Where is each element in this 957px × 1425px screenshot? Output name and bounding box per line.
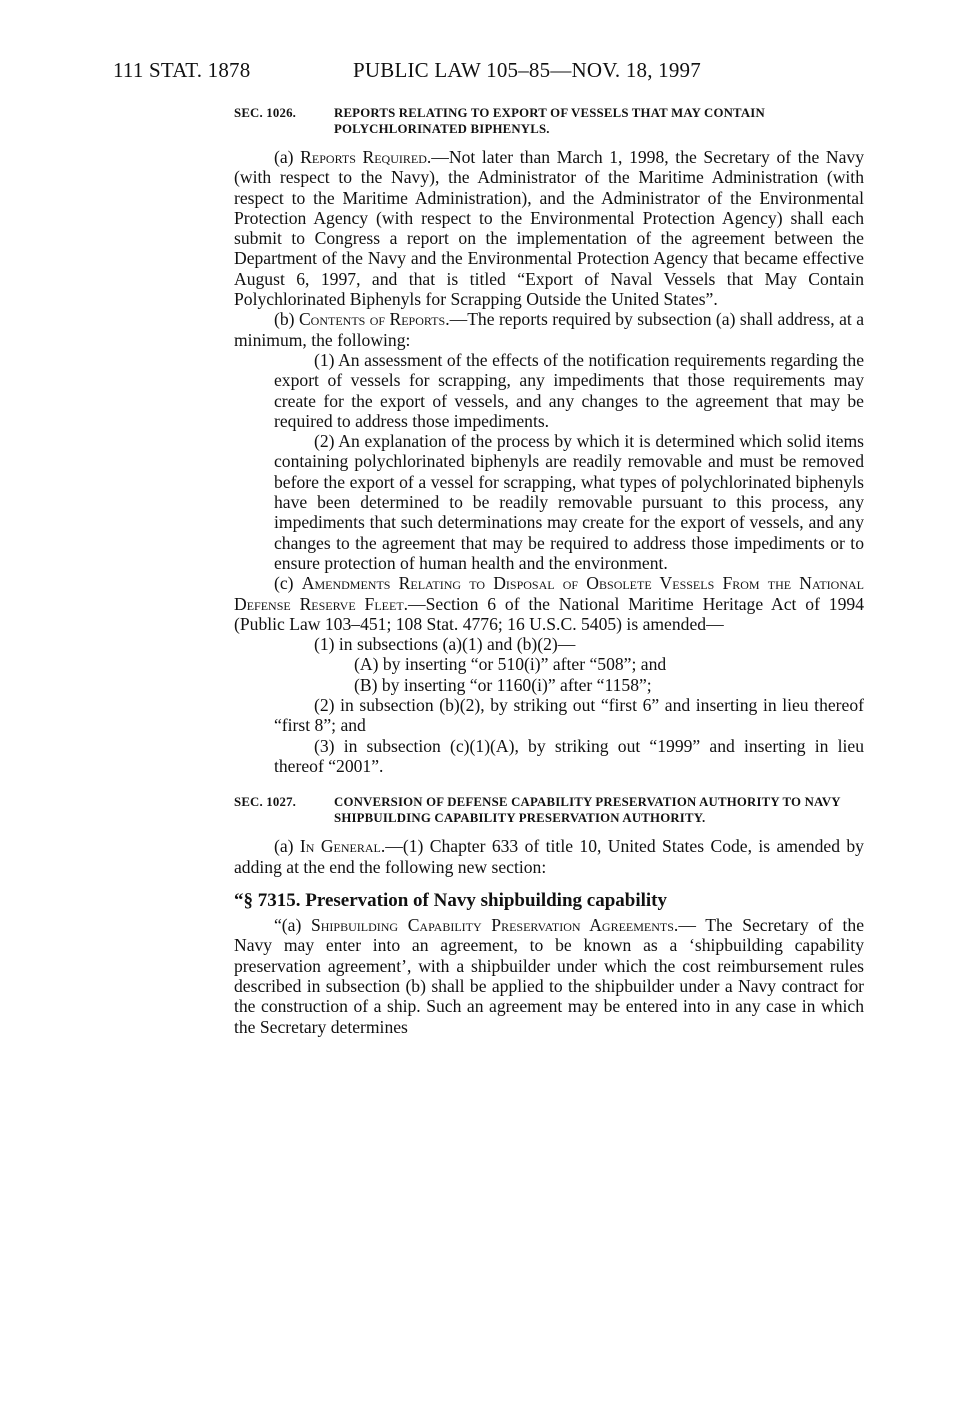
subsection-text: —Section 6 of the National Maritime Heritage Act of 1994 (Public Law 103–451; 108 Stat. 4776; 16 U.S.C. 5405) is amended— <box>234 593 864 634</box>
sec1026-subsection-a <box>234 147 864 309</box>
sec7315-subsection-a <box>234 915 864 1037</box>
section-heading: REPORTS RELATING TO EXPORT OF VESSELS THAT MAY CONTAIN POLYCHLORINATED BIPHENYLS. <box>334 106 765 136</box>
subsection-text: —The reports required by subsection (a) shall address, at a minimum, the following: <box>234 309 865 350</box>
sec1026-paragraph-b1: (1) An assessment of the effects of the notification requirements regarding the export of vessels for scrapping, any impediments that those requirements may create for the export of vessels, and any changes to the agreement that may be required to address those impediments. <box>274 349 864 431</box>
section-number: SEC. 1027. <box>234 795 297 810</box>
subsection-text: —(1) Chapter 633 of title 10, United States Code, is amended by adding at the end the following new section: <box>234 836 864 877</box>
sec1026-paragraph-c3: (3) in subsection (c)(1)(A), by striking out “1999” and inserting in lieu thereof “2001”. <box>274 735 864 776</box>
subsection-label: (c) <box>274 573 302 594</box>
subsection-label: (b) <box>274 309 299 330</box>
sec1026-clause-c1B: (B) by inserting “or 1160(i)” after “1158”; <box>354 674 652 695</box>
subsection-heading: Amendments Relating to Disposal of Obsolete Vessels From the National Defense Reserve Fleet. <box>234 573 864 614</box>
section-number: SEC. 1026. <box>234 106 297 120</box>
subsection-text: — The Secretary of the Navy may enter into an agreement, to be known as a ‘shipbuilding capability preservation agreement’, with a shipbuilder under which the cost reimbursement rules described in subsection (b) shall be applied to the shipbuilder under a Navy contract for the construction of a ship. Such an agreement may be entered into in any case in which the Secretary determines <box>234 915 865 1037</box>
section-1026-title <box>234 106 864 137</box>
sec1026-paragraph-b2: (2) An explanation of the process by which it is determined which solid items containing polychlorinated biphenyls are readily removable and must be removed before the export of a vessel for scrapping, what types of polychlorinated biphenyls have been determined to be readily removable pursuant to this process, any impediments that such determinations may create for the export of vessels, and any changes to the agreement that may be required to address those impediments or to ensure protection of human health and the environment. <box>274 431 864 573</box>
sec1027-subsection-a <box>234 836 864 877</box>
subsection-heading: Contents of Reports. <box>298 309 450 330</box>
sec1026-paragraph-c1: (1) in subsections (a)(1) and (b)(2)— <box>314 634 576 655</box>
subsection-label: “(a) <box>274 915 311 936</box>
law-citation: PUBLIC LAW 105–85—NOV. 18, 1997 <box>353 58 701 82</box>
sec1026-clause-c1A: (A) by inserting “or 510(i)” after “508”; and <box>354 654 667 675</box>
document-body <box>234 106 864 1037</box>
subsection-label: (a) <box>274 836 300 857</box>
subsection-heading: In General. <box>299 836 386 857</box>
section-1027-title <box>234 795 864 826</box>
subsection-label: (a) <box>274 147 301 167</box>
subsection-heading: Reports Required. <box>300 147 432 167</box>
subsection-heading: Shipbuilding Capability Preservation Agreements. <box>310 915 679 936</box>
section-heading: CONVERSION OF DEFENSE CAPABILITY PRESERVATION AUTHORITY TO NAVY SHIPBUILDING CAPABILITY PRESERVATION AUTHORITY. <box>334 795 841 825</box>
stat-citation: 111 STAT. 1878 <box>113 58 251 82</box>
subsection-text: —Not later than March 1, 1998, the Secretary of the Navy (with respect to the Navy), the Administrator of the Maritime Administration (with respect to the Maritime Administration), and the Administrator of the Environmental Protection Agency (with respect to the Environmental Protection Agency) shall each submit to Congress a report on the implementation of the agreement between the Department of the Navy and the Environmental Protection Agency that became effective August 6, 1997, and that is titled “Export of Naval Vessels that May Contain Polychlorinated Biphenyls for Scrapping Outside the United States”. <box>234 147 865 310</box>
sec1026-paragraph-c2: (2) in subsection (b)(2), by striking out “first 6” and inserting in lieu thereof “first 8”; and <box>274 695 864 736</box>
sec1026-subsection-b <box>234 309 864 350</box>
sec1026-subsection-c <box>234 573 864 634</box>
new-section-7315-title: “§ 7315. Preservation of Navy shipbuilding capability <box>234 889 668 911</box>
